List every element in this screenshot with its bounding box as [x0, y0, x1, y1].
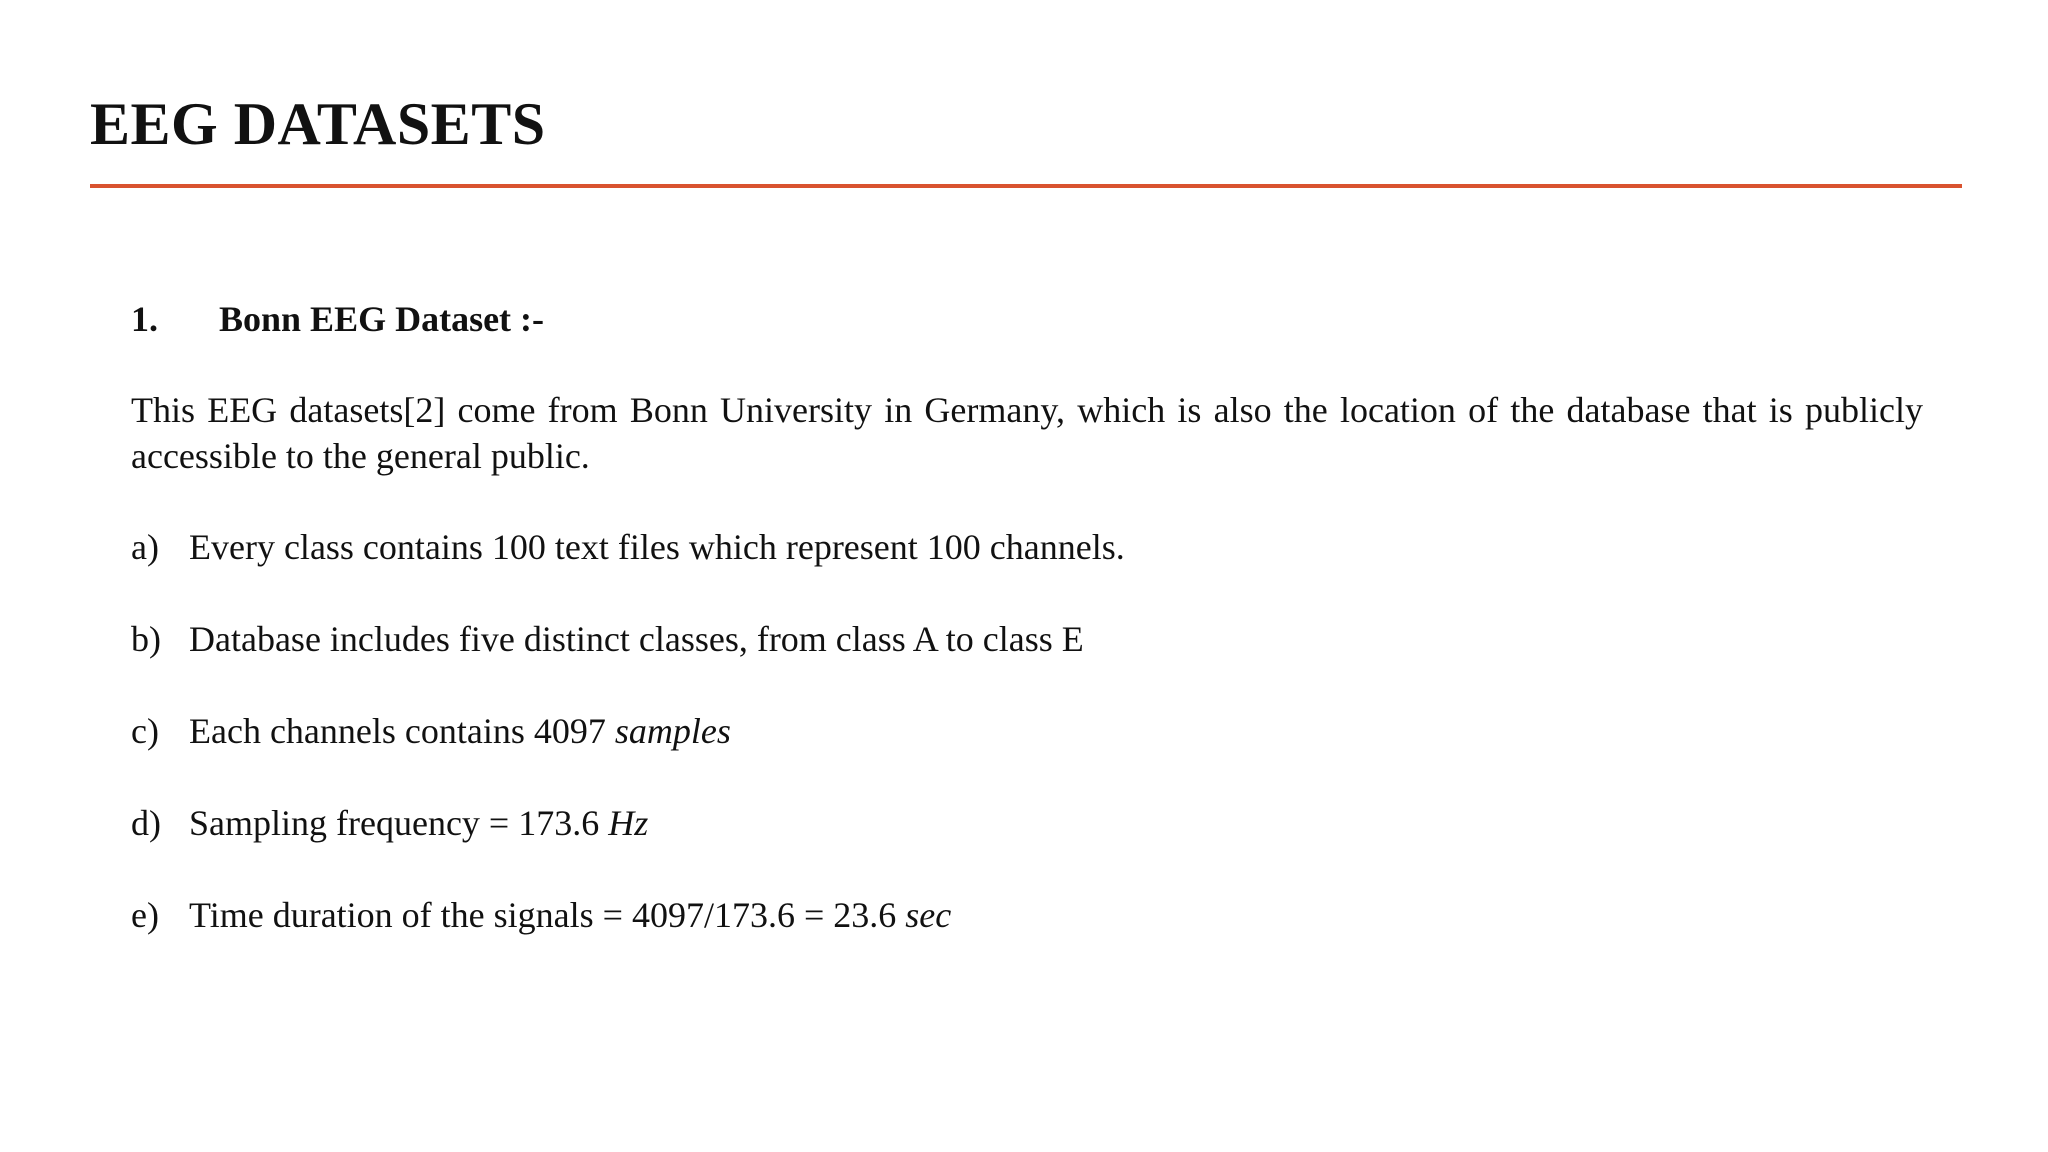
list-item [131, 524, 1923, 570]
list-item [131, 892, 1923, 938]
list-item-unit: samples [614, 711, 731, 751]
list-item-body: Database includes five distinct classes, from class A to class E [189, 619, 1084, 659]
slide-content [131, 296, 1923, 984]
slide-title: EEG DATASETS [90, 91, 546, 157]
list-item-body: Every class contains 100 text files which represent 100 channels. [189, 527, 1125, 567]
list-item-text [189, 524, 1125, 570]
list-item-text [189, 892, 951, 938]
section-paragraph: This EEG datasets[2] come from Bonn University in Germany, which is also the location of the database that is publicly accessible to the general public. [131, 390, 1923, 476]
bullet-list [131, 524, 1923, 938]
title-divider [90, 184, 1962, 188]
list-item-text [189, 800, 648, 846]
list-item-text [189, 708, 731, 754]
list-marker: b) [131, 619, 161, 659]
list-item [131, 616, 1923, 662]
list-marker: a) [131, 527, 159, 567]
list-item-unit: Hz [608, 803, 649, 843]
list-marker: d) [131, 803, 161, 843]
list-item-body: Each channels contains 4097 [189, 711, 615, 751]
list-marker: e) [131, 895, 159, 935]
section-heading [131, 296, 1923, 342]
list-item-body: Sampling frequency = 173.6 [189, 803, 609, 843]
list-item [131, 708, 1923, 754]
list-item [131, 800, 1923, 846]
list-marker: c) [131, 711, 159, 751]
section-heading-text: Bonn EEG Dataset :- [219, 299, 545, 339]
list-item-text [189, 616, 1084, 662]
list-item-body: Time duration of the signals = 4097/173.6 = 23.6 [189, 895, 906, 935]
list-item-unit: sec [905, 895, 952, 935]
section-number: 1. [131, 299, 158, 339]
